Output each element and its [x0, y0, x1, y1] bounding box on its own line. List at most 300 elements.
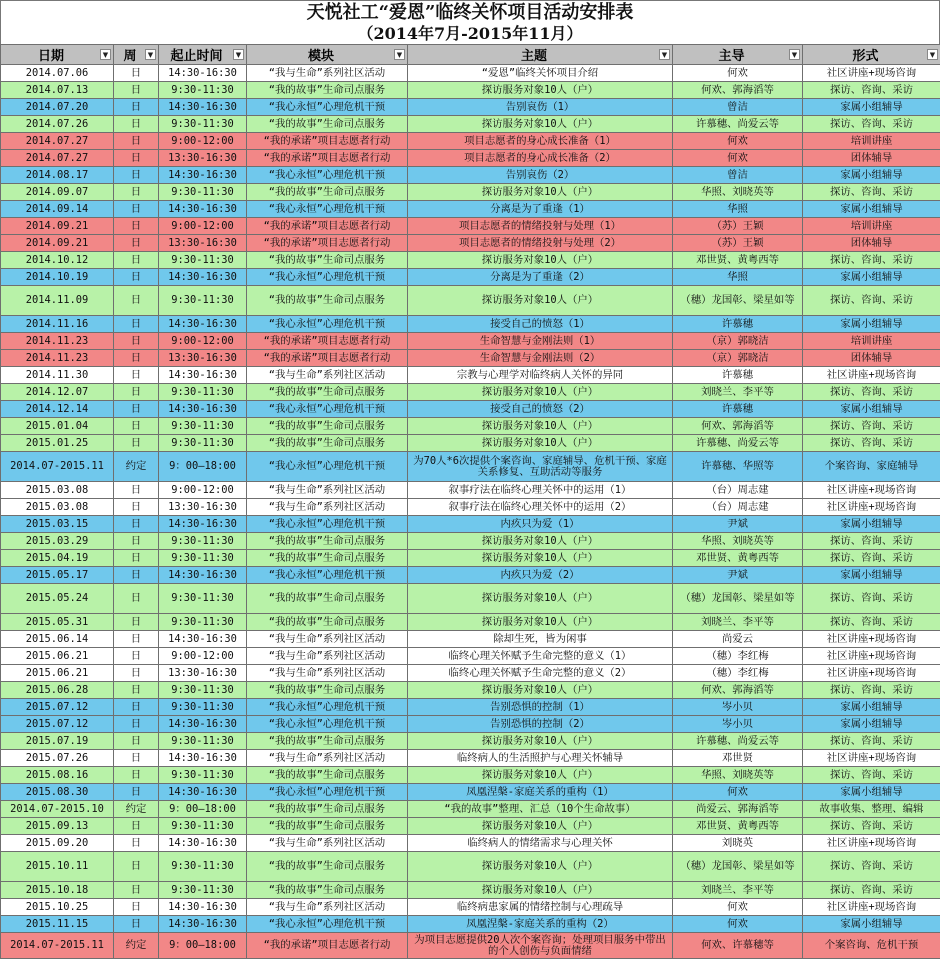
date-cell[interactable]: 2014.10.12	[1, 252, 114, 269]
format-cell[interactable]: 家属小组辅导	[803, 167, 940, 184]
module-cell[interactable]: “我的故事”生命司点服务	[247, 818, 408, 835]
module-cell[interactable]: “我心永恒”心理危机干预	[247, 916, 408, 933]
time-cell[interactable]: 9:30-11:30	[159, 116, 247, 133]
date-cell[interactable]: 2015.07.26	[1, 750, 114, 767]
lead-cell[interactable]: 邓世贤、黄粤西等	[673, 818, 803, 835]
date-cell[interactable]: 2014.07.13	[1, 82, 114, 99]
topic-cell[interactable]: 临终病人的生活照护与心理关怀辅导	[408, 750, 673, 767]
topic-cell[interactable]: 探访服务对象10人（户）	[408, 82, 673, 99]
lead-cell[interactable]: （苏）王颖	[673, 218, 803, 235]
time-cell[interactable]: 14:30-16:30	[159, 835, 247, 852]
lead-cell[interactable]: （苏）王颖	[673, 235, 803, 252]
format-cell[interactable]: 家属小组辅导	[803, 269, 940, 286]
format-cell[interactable]: 探访、咨询、采访	[803, 533, 940, 550]
time-cell[interactable]: 14:30-16:30	[159, 567, 247, 584]
filter-dropdown-icon[interactable]: ▼	[145, 49, 156, 60]
topic-cell[interactable]: 探访服务对象10人（户）	[408, 184, 673, 201]
module-cell[interactable]: “我的承诺”项目志愿者行动	[247, 218, 408, 235]
topic-cell[interactable]: 探访服务对象10人（户）	[408, 733, 673, 750]
lead-cell[interactable]: 华照、刘晓英等	[673, 767, 803, 784]
weekday-cell[interactable]: 日	[114, 235, 159, 252]
format-cell[interactable]: 团体辅导	[803, 350, 940, 367]
time-cell[interactable]: 9:30-11:30	[159, 435, 247, 452]
format-cell[interactable]: 团体辅导	[803, 235, 940, 252]
format-cell[interactable]: 探访、咨询、采访	[803, 82, 940, 99]
weekday-cell[interactable]: 日	[114, 784, 159, 801]
module-cell[interactable]: “我心永恒”心理危机干预	[247, 716, 408, 733]
date-cell[interactable]: 2015.07.12	[1, 716, 114, 733]
time-cell[interactable]: 13:30-16:30	[159, 350, 247, 367]
weekday-cell[interactable]: 日	[114, 665, 159, 682]
weekday-cell[interactable]: 日	[114, 733, 159, 750]
time-cell[interactable]: 14:30-16:30	[159, 401, 247, 418]
weekday-cell[interactable]: 日	[114, 716, 159, 733]
format-cell[interactable]: 探访、咨询、采访	[803, 733, 940, 750]
time-cell[interactable]: 9：00—18:00	[159, 801, 247, 818]
weekday-cell[interactable]: 日	[114, 567, 159, 584]
lead-cell[interactable]: 何欢	[673, 133, 803, 150]
lead-cell[interactable]: 刘晓英	[673, 835, 803, 852]
lead-cell[interactable]: 邓世贤、黄粤西等	[673, 252, 803, 269]
weekday-cell[interactable]: 日	[114, 516, 159, 533]
module-cell[interactable]: “我心永恒”心理危机干预	[247, 167, 408, 184]
weekday-cell[interactable]: 日	[114, 682, 159, 699]
weekday-cell[interactable]: 日	[114, 252, 159, 269]
lead-cell[interactable]: （穗）龙国彰、梁星如等	[673, 584, 803, 614]
topic-cell[interactable]: 为项目志愿提供20人次个案咨询；处理项目服务中带出的个人创伤与负面情绪	[408, 933, 673, 959]
lead-cell[interactable]: 何欢、郭海滔等	[673, 682, 803, 699]
weekday-cell[interactable]: 日	[114, 116, 159, 133]
header-date[interactable]: 日期 ▼	[1, 45, 114, 65]
time-cell[interactable]: 9:30-11:30	[159, 82, 247, 99]
time-cell[interactable]: 9:30-11:30	[159, 584, 247, 614]
module-cell[interactable]: “我的故事”生命司点服务	[247, 435, 408, 452]
date-cell[interactable]: 2015.05.31	[1, 614, 114, 631]
topic-cell[interactable]: 接受自己的愤怒（2）	[408, 401, 673, 418]
lead-cell[interactable]: （穗）龙国彰、梁星如等	[673, 286, 803, 316]
date-cell[interactable]: 2015.10.25	[1, 899, 114, 916]
filter-dropdown-icon[interactable]: ▼	[233, 49, 244, 60]
date-cell[interactable]: 2014.07-2015.11	[1, 933, 114, 959]
format-cell[interactable]: 社区讲座+现场咨询	[803, 367, 940, 384]
time-cell[interactable]: 9:30-11:30	[159, 418, 247, 435]
time-cell[interactable]: 9:00-12:00	[159, 482, 247, 499]
weekday-cell[interactable]: 日	[114, 184, 159, 201]
format-cell[interactable]: 探访、咨询、采访	[803, 252, 940, 269]
weekday-cell[interactable]: 日	[114, 767, 159, 784]
module-cell[interactable]: “我的承诺”项目志愿者行动	[247, 150, 408, 167]
lead-cell[interactable]: （穗）龙国彰、梁星如等	[673, 852, 803, 882]
date-cell[interactable]: 2015.10.11	[1, 852, 114, 882]
module-cell[interactable]: “我的故事”生命司点服务	[247, 882, 408, 899]
module-cell[interactable]: “我心永恒”心理危机干预	[247, 452, 408, 482]
date-cell[interactable]: 2015.03.15	[1, 516, 114, 533]
module-cell[interactable]: “我的承诺”项目志愿者行动	[247, 933, 408, 959]
format-cell[interactable]: 探访、咨询、采访	[803, 614, 940, 631]
lead-cell[interactable]: （穗）李红梅	[673, 665, 803, 682]
format-cell[interactable]: 探访、咨询、采访	[803, 682, 940, 699]
topic-cell[interactable]: 宗教与心理学对临终病人关怀的异同	[408, 367, 673, 384]
lead-cell[interactable]: 曾洁	[673, 99, 803, 116]
module-cell[interactable]: “我与生命”系列社区活动	[247, 899, 408, 916]
module-cell[interactable]: “我与生命”系列社区活动	[247, 65, 408, 82]
module-cell[interactable]: “我的承诺”项目志愿者行动	[247, 350, 408, 367]
time-cell[interactable]: 9:30-11:30	[159, 733, 247, 750]
format-cell[interactable]: 社区讲座+现场咨询	[803, 750, 940, 767]
topic-cell[interactable]: 探访服务对象10人（户）	[408, 767, 673, 784]
topic-cell[interactable]: 探访服务对象10人（户）	[408, 435, 673, 452]
format-cell[interactable]: 家属小组辅导	[803, 516, 940, 533]
format-cell[interactable]: 家属小组辅导	[803, 784, 940, 801]
lead-cell[interactable]: 尚爱云、郭海滔等	[673, 801, 803, 818]
weekday-cell[interactable]: 日	[114, 699, 159, 716]
topic-cell[interactable]: 探访服务对象10人（户）	[408, 550, 673, 567]
format-cell[interactable]: 探访、咨询、采访	[803, 882, 940, 899]
module-cell[interactable]: “我心永恒”心理危机干预	[247, 699, 408, 716]
topic-cell[interactable]: 分离是为了重逢（1）	[408, 201, 673, 218]
weekday-cell[interactable]: 日	[114, 333, 159, 350]
format-cell[interactable]: 社区讲座+现场咨询	[803, 648, 940, 665]
time-cell[interactable]: 9:30-11:30	[159, 533, 247, 550]
module-cell[interactable]: “我的故事”生命司点服务	[247, 418, 408, 435]
module-cell[interactable]: “我的故事”生命司点服务	[247, 286, 408, 316]
weekday-cell[interactable]: 日	[114, 584, 159, 614]
format-cell[interactable]: 故事收集、整理、编辑	[803, 801, 940, 818]
format-cell[interactable]: 团体辅导	[803, 150, 940, 167]
module-cell[interactable]: “我心永恒”心理危机干预	[247, 401, 408, 418]
date-cell[interactable]: 2014.07.27	[1, 133, 114, 150]
topic-cell[interactable]: 探访服务对象10人（户）	[408, 818, 673, 835]
topic-cell[interactable]: 生命智慧与金刚法则（1）	[408, 333, 673, 350]
format-cell[interactable]: 探访、咨询、采访	[803, 550, 940, 567]
format-cell[interactable]: 家属小组辅导	[803, 99, 940, 116]
date-cell[interactable]: 2014.07.26	[1, 116, 114, 133]
format-cell[interactable]: 社区讲座+现场咨询	[803, 665, 940, 682]
header-module[interactable]: 模块 ▼	[247, 45, 408, 65]
date-cell[interactable]: 2014.07-2015.10	[1, 801, 114, 818]
time-cell[interactable]: 13:30-16:30	[159, 235, 247, 252]
lead-cell[interactable]: 许慕穗	[673, 316, 803, 333]
format-cell[interactable]: 家属小组辅导	[803, 201, 940, 218]
format-cell[interactable]: 探访、咨询、采访	[803, 384, 940, 401]
lead-cell[interactable]: （台）周志建	[673, 499, 803, 516]
weekday-cell[interactable]: 日	[114, 316, 159, 333]
weekday-cell[interactable]: 日	[114, 852, 159, 882]
date-cell[interactable]: 2015.11.15	[1, 916, 114, 933]
module-cell[interactable]: “我的故事”生命司点服务	[247, 184, 408, 201]
date-cell[interactable]: 2015.03.29	[1, 533, 114, 550]
weekday-cell[interactable]: 日	[114, 99, 159, 116]
format-cell[interactable]: 探访、咨询、采访	[803, 418, 940, 435]
format-cell[interactable]: 家属小组辅导	[803, 716, 940, 733]
filter-dropdown-icon[interactable]: ▼	[394, 49, 405, 60]
lead-cell[interactable]: 刘晓兰、李平等	[673, 614, 803, 631]
module-cell[interactable]: “我心永恒”心理危机干预	[247, 269, 408, 286]
date-cell[interactable]: 2015.03.08	[1, 499, 114, 516]
weekday-cell[interactable]: 日	[114, 201, 159, 218]
weekday-cell[interactable]: 日	[114, 150, 159, 167]
weekday-cell[interactable]: 日	[114, 916, 159, 933]
weekday-cell[interactable]: 日	[114, 269, 159, 286]
topic-cell[interactable]: 凤凰涅槃-家庭关系的重构（2）	[408, 916, 673, 933]
lead-cell[interactable]: 华照、刘晓英等	[673, 533, 803, 550]
date-cell[interactable]: 2015.06.21	[1, 648, 114, 665]
lead-cell[interactable]: 何欢、郭海滔等	[673, 418, 803, 435]
lead-cell[interactable]: 许慕穗、尚爱云等	[673, 435, 803, 452]
date-cell[interactable]: 2015.06.28	[1, 682, 114, 699]
topic-cell[interactable]: 探访服务对象10人（户）	[408, 614, 673, 631]
lead-cell[interactable]: 邓世贤、黄粤西等	[673, 550, 803, 567]
lead-cell[interactable]: 华照	[673, 201, 803, 218]
module-cell[interactable]: “我与生命”系列社区活动	[247, 648, 408, 665]
topic-cell[interactable]: 项目志愿者的情绪投射与处理（1）	[408, 218, 673, 235]
date-cell[interactable]: 2014.09.14	[1, 201, 114, 218]
module-cell[interactable]: “我心永恒”心理危机干预	[247, 99, 408, 116]
module-cell[interactable]: “我的故事”生命司点服务	[247, 767, 408, 784]
weekday-cell[interactable]: 日	[114, 350, 159, 367]
module-cell[interactable]: “我的故事”生命司点服务	[247, 252, 408, 269]
time-cell[interactable]: 9：00—18:00	[159, 933, 247, 959]
date-cell[interactable]: 2015.01.25	[1, 435, 114, 452]
header-topic[interactable]: 主题 ▼	[408, 45, 673, 65]
topic-cell[interactable]: 告别恐惧的控制（1）	[408, 699, 673, 716]
date-cell[interactable]: 2015.06.21	[1, 665, 114, 682]
weekday-cell[interactable]: 日	[114, 482, 159, 499]
topic-cell[interactable]: 探访服务对象10人（户）	[408, 882, 673, 899]
topic-cell[interactable]: 探访服务对象10人（户）	[408, 252, 673, 269]
lead-cell[interactable]: 许慕穗、尚爱云等	[673, 116, 803, 133]
topic-cell[interactable]: 探访服务对象10人（户）	[408, 584, 673, 614]
time-cell[interactable]: 14:30-16:30	[159, 750, 247, 767]
topic-cell[interactable]: 探访服务对象10人（户）	[408, 116, 673, 133]
module-cell[interactable]: “我与生命”系列社区活动	[247, 499, 408, 516]
format-cell[interactable]: 社区讲座+现场咨询	[803, 835, 940, 852]
topic-cell[interactable]: 告别恐惧的控制（2）	[408, 716, 673, 733]
module-cell[interactable]: “我心永恒”心理危机干预	[247, 516, 408, 533]
format-cell[interactable]: 家属小组辅导	[803, 316, 940, 333]
date-cell[interactable]: 2014.07.20	[1, 99, 114, 116]
module-cell[interactable]: “我的故事”生命司点服务	[247, 116, 408, 133]
weekday-cell[interactable]: 日	[114, 367, 159, 384]
date-cell[interactable]: 2015.06.14	[1, 631, 114, 648]
format-cell[interactable]: 探访、咨询、采访	[803, 286, 940, 316]
module-cell[interactable]: “我与生命”系列社区活动	[247, 750, 408, 767]
date-cell[interactable]: 2014.09.21	[1, 218, 114, 235]
lead-cell[interactable]: 许慕穗、华照等	[673, 452, 803, 482]
weekday-cell[interactable]: 日	[114, 631, 159, 648]
date-cell[interactable]: 2015.10.18	[1, 882, 114, 899]
lead-cell[interactable]: （台）周志建	[673, 482, 803, 499]
time-cell[interactable]: 13:30-16:30	[159, 150, 247, 167]
module-cell[interactable]: “我与生命”系列社区活动	[247, 835, 408, 852]
time-cell[interactable]: 9:30-11:30	[159, 184, 247, 201]
format-cell[interactable]: 家属小组辅导	[803, 567, 940, 584]
topic-cell[interactable]: 临终心理关怀赋予生命完整的意义（2）	[408, 665, 673, 682]
lead-cell[interactable]: 何欢	[673, 784, 803, 801]
topic-cell[interactable]: “爱恩”临终关怀项目介绍	[408, 65, 673, 82]
time-cell[interactable]: 9:00-12:00	[159, 648, 247, 665]
lead-cell[interactable]: 许慕穗	[673, 367, 803, 384]
date-cell[interactable]: 2014.12.14	[1, 401, 114, 418]
format-cell[interactable]: 家属小组辅导	[803, 699, 940, 716]
time-cell[interactable]: 14:30-16:30	[159, 516, 247, 533]
topic-cell[interactable]: “我的故事”整理、汇总（10个生命故事）	[408, 801, 673, 818]
topic-cell[interactable]: 项目志愿者的身心成长准备（2）	[408, 150, 673, 167]
lead-cell[interactable]: 尹斌	[673, 516, 803, 533]
time-cell[interactable]: 14:30-16:30	[159, 631, 247, 648]
format-cell[interactable]: 探访、咨询、采访	[803, 184, 940, 201]
weekday-cell[interactable]: 日	[114, 550, 159, 567]
date-cell[interactable]: 2014.11.09	[1, 286, 114, 316]
format-cell[interactable]: 探访、咨询、采访	[803, 818, 940, 835]
date-cell[interactable]: 2015.01.04	[1, 418, 114, 435]
time-cell[interactable]: 13:30-16:30	[159, 499, 247, 516]
topic-cell[interactable]: 探访服务对象10人（户）	[408, 533, 673, 550]
format-cell[interactable]: 社区讲座+现场咨询	[803, 631, 940, 648]
topic-cell[interactable]: 探访服务对象10人（户）	[408, 682, 673, 699]
topic-cell[interactable]: 告别哀伤（2）	[408, 167, 673, 184]
topic-cell[interactable]: 项目志愿者的身心成长准备（1）	[408, 133, 673, 150]
weekday-cell[interactable]: 日	[114, 435, 159, 452]
time-cell[interactable]: 9:30-11:30	[159, 818, 247, 835]
weekday-cell[interactable]: 约定	[114, 933, 159, 959]
module-cell[interactable]: “我的故事”生命司点服务	[247, 82, 408, 99]
date-cell[interactable]: 2014.11.16	[1, 316, 114, 333]
module-cell[interactable]: “我的故事”生命司点服务	[247, 533, 408, 550]
lead-cell[interactable]: 何欢、郭海滔等	[673, 82, 803, 99]
module-cell[interactable]: “我的承诺”项目志愿者行动	[247, 133, 408, 150]
date-cell[interactable]: 2015.05.24	[1, 584, 114, 614]
topic-cell[interactable]: 内疚只为爱（1）	[408, 516, 673, 533]
header-lead[interactable]: 主导 ▼	[673, 45, 803, 65]
date-cell[interactable]: 2014.07-2015.11	[1, 452, 114, 482]
date-cell[interactable]: 2015.08.16	[1, 767, 114, 784]
date-cell[interactable]: 2015.09.13	[1, 818, 114, 835]
weekday-cell[interactable]: 日	[114, 167, 159, 184]
topic-cell[interactable]: 临终病患家属的情绪控制与心理疏导	[408, 899, 673, 916]
time-cell[interactable]: 9:30-11:30	[159, 384, 247, 401]
time-cell[interactable]: 9:30-11:30	[159, 767, 247, 784]
weekday-cell[interactable]: 日	[114, 899, 159, 916]
date-cell[interactable]: 2014.11.23	[1, 350, 114, 367]
lead-cell[interactable]: 尚爱云	[673, 631, 803, 648]
lead-cell[interactable]: 刘晓兰、李平等	[673, 384, 803, 401]
lead-cell[interactable]: （穗）李红梅	[673, 648, 803, 665]
module-cell[interactable]: “我与生命”系列社区活动	[247, 631, 408, 648]
module-cell[interactable]: “我的故事”生命司点服务	[247, 801, 408, 818]
time-cell[interactable]: 9:30-11:30	[159, 852, 247, 882]
time-cell[interactable]: 9:30-11:30	[159, 699, 247, 716]
module-cell[interactable]: “我的故事”生命司点服务	[247, 384, 408, 401]
time-cell[interactable]: 14:30-16:30	[159, 916, 247, 933]
topic-cell[interactable]: 凤凰涅槃-家庭关系的重构（1）	[408, 784, 673, 801]
topic-cell[interactable]: 分离是为了重逢（2）	[408, 269, 673, 286]
format-cell[interactable]: 探访、咨询、采访	[803, 116, 940, 133]
time-cell[interactable]: 14:30-16:30	[159, 65, 247, 82]
lead-cell[interactable]: 华照	[673, 269, 803, 286]
time-cell[interactable]: 14:30-16:30	[159, 716, 247, 733]
lead-cell[interactable]: （京）郭晓洁	[673, 350, 803, 367]
module-cell[interactable]: “我与生命”系列社区活动	[247, 367, 408, 384]
lead-cell[interactable]: 许慕穗、尚爱云等	[673, 733, 803, 750]
weekday-cell[interactable]: 日	[114, 882, 159, 899]
module-cell[interactable]: “我心永恒”心理危机干预	[247, 316, 408, 333]
format-cell[interactable]: 探访、咨询、采访	[803, 852, 940, 882]
date-cell[interactable]: 2014.10.19	[1, 269, 114, 286]
module-cell[interactable]: “我的故事”生命司点服务	[247, 852, 408, 882]
time-cell[interactable]: 14:30-16:30	[159, 269, 247, 286]
weekday-cell[interactable]: 约定	[114, 452, 159, 482]
date-cell[interactable]: 2014.09.07	[1, 184, 114, 201]
date-cell[interactable]: 2014.11.30	[1, 367, 114, 384]
module-cell[interactable]: “我心永恒”心理危机干预	[247, 784, 408, 801]
weekday-cell[interactable]: 日	[114, 418, 159, 435]
time-cell[interactable]: 9:00-12:00	[159, 133, 247, 150]
format-cell[interactable]: 探访、咨询、采访	[803, 435, 940, 452]
date-cell[interactable]: 2014.08.17	[1, 167, 114, 184]
topic-cell[interactable]: 探访服务对象10人（户）	[408, 286, 673, 316]
time-cell[interactable]: 9:30-11:30	[159, 882, 247, 899]
filter-dropdown-icon[interactable]: ▼	[659, 49, 670, 60]
weekday-cell[interactable]: 日	[114, 750, 159, 767]
date-cell[interactable]: 2015.09.20	[1, 835, 114, 852]
lead-cell[interactable]: 曾洁	[673, 167, 803, 184]
module-cell[interactable]: “我的承诺”项目志愿者行动	[247, 333, 408, 350]
topic-cell[interactable]: 探访服务对象10人（户）	[408, 418, 673, 435]
format-cell[interactable]: 社区讲座+现场咨询	[803, 499, 940, 516]
format-cell[interactable]: 个案咨询、危机干预	[803, 933, 940, 959]
date-cell[interactable]: 2015.07.12	[1, 699, 114, 716]
filter-dropdown-icon[interactable]: ▼	[927, 49, 938, 60]
lead-cell[interactable]: 何欢	[673, 899, 803, 916]
lead-cell[interactable]: 何欢	[673, 916, 803, 933]
format-cell[interactable]: 家属小组辅导	[803, 401, 940, 418]
module-cell[interactable]: “我心永恒”心理危机干预	[247, 201, 408, 218]
time-cell[interactable]: 14:30-16:30	[159, 201, 247, 218]
date-cell[interactable]: 2015.04.19	[1, 550, 114, 567]
time-cell[interactable]: 14:30-16:30	[159, 167, 247, 184]
weekday-cell[interactable]: 日	[114, 818, 159, 835]
time-cell[interactable]: 14:30-16:30	[159, 899, 247, 916]
date-cell[interactable]: 2015.03.08	[1, 482, 114, 499]
weekday-cell[interactable]: 日	[114, 286, 159, 316]
format-cell[interactable]: 个案咨询、家庭辅导	[803, 452, 940, 482]
date-cell[interactable]: 2014.07.06	[1, 65, 114, 82]
weekday-cell[interactable]: 日	[114, 499, 159, 516]
weekday-cell[interactable]: 日	[114, 82, 159, 99]
lead-cell[interactable]: （京）郭晓洁	[673, 333, 803, 350]
lead-cell[interactable]: 岑小贝	[673, 699, 803, 716]
topic-cell[interactable]: 临终病人的情绪需求与心理关怀	[408, 835, 673, 852]
format-cell[interactable]: 社区讲座+现场咨询	[803, 899, 940, 916]
weekday-cell[interactable]: 日	[114, 133, 159, 150]
time-cell[interactable]: 9:30-11:30	[159, 614, 247, 631]
weekday-cell[interactable]: 日	[114, 384, 159, 401]
topic-cell[interactable]: 探访服务对象10人（户）	[408, 384, 673, 401]
lead-cell[interactable]: 华照、刘晓英等	[673, 184, 803, 201]
format-cell[interactable]: 家属小组辅导	[803, 916, 940, 933]
format-cell[interactable]: 社区讲座+现场咨询	[803, 65, 940, 82]
date-cell[interactable]: 2015.08.30	[1, 784, 114, 801]
topic-cell[interactable]: 探访服务对象10人（户）	[408, 852, 673, 882]
format-cell[interactable]: 培训讲座	[803, 218, 940, 235]
header-format[interactable]: 形式 ▼	[803, 45, 940, 65]
topic-cell[interactable]: 项目志愿者的情绪投射与处理（2）	[408, 235, 673, 252]
module-cell[interactable]: “我的故事”生命司点服务	[247, 614, 408, 631]
topic-cell[interactable]: 除却生死，皆为闲事	[408, 631, 673, 648]
weekday-cell[interactable]: 日	[114, 648, 159, 665]
filter-dropdown-icon[interactable]: ▼	[789, 49, 800, 60]
